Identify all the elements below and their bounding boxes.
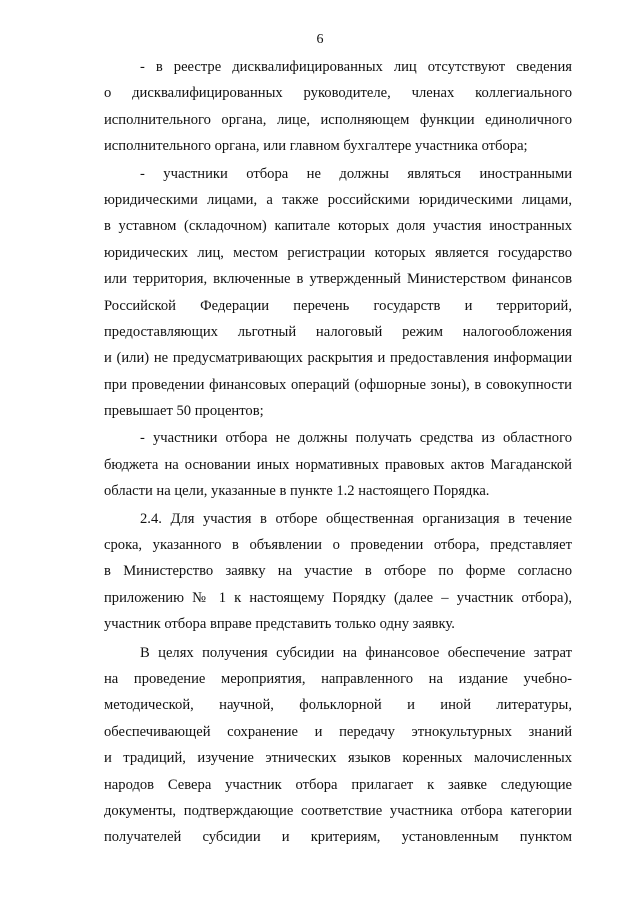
text-line: области на цели, указанные в пункте 1.2 настоящего Порядка. [104,483,490,500]
text-line: при проведении финансовых операций (офшорные зоны), в совокупности [104,376,572,393]
page-number: 6 [316,32,324,47]
paragraph-2-4 [104,506,572,638]
paragraph-regional-budget [104,425,572,504]
text-line: юридическими лицами, а также российскими юридическими лицами, [104,191,572,208]
text-line: обеспечивающей сохранение и передачу этнокультурных знаний [104,723,572,740]
text-line: народов Севера участник отбора прилагает к заявке следующие [104,776,572,793]
text-line: предоставляющих льготный налоговый режим налогообложения [104,323,572,340]
text-line: на проведение мероприятия, направленного на издание учебно- [104,670,572,687]
text-line: получателей субсидии и критериям, установленным пунктом [104,829,572,846]
paragraph-foreign-entities [104,161,572,425]
paragraph-disqualified-persons [104,54,572,160]
text-line: исполнительного органа, или главном бухгалтере участника отбора; [104,138,528,155]
text-line: в Министерство заявку на участие в отборе по форме согласно [104,563,572,580]
text-line: - участники отбора не должны получать средства из областного [140,430,572,447]
text-line: в уставном (складочном) капитале которых доля участия иностранных [104,218,572,235]
text-line: и (или) не предусматривающих раскрытия и предоставления информации [104,350,572,367]
text-line: бюджета на основании иных нормативных правовых актов Магаданской [104,456,572,473]
text-line: документы, подтверждающие соответствие участника отбора категории [104,802,572,819]
paragraph-subsidy-documents [104,640,572,851]
text-line: приложению № 1 к настоящему Порядку (далее – участник отбора), [104,589,572,606]
text-line: юридических лиц, местом регистрации которых является государство [104,244,572,261]
text-line: В целях получения субсидии на финансовое обеспечение затрат [140,644,572,661]
document-body [104,54,572,851]
text-line: срока, указанного в объявлении о проведении отбора, представляет [104,537,572,554]
text-line: о дисквалифицированных руководителе, членах коллегиального [104,85,572,102]
text-line: превышает 50 процентов; [104,403,264,420]
text-line: Российской Федерации перечень государств и территорий, [104,297,572,314]
text-line: 2.4. Для участия в отборе общественная организация в течение [140,510,572,527]
text-line: - участники отбора не должны являться иностранными [140,165,572,182]
text-line: исполнительного органа, лице, исполняющем функции единоличного [104,111,572,128]
text-line: и традиций, изучение этнических языков коренных малочисленных [104,750,572,767]
text-line: методической, научной, фольклорной и иной литературы, [104,697,572,714]
text-line: - в реестре дисквалифицированных лиц отсутствуют сведения [140,59,572,75]
text-line: или территория, включенные в утвержденный Министерством финансов [104,271,572,288]
text-line: участник отбора вправе представить только одну заявку. [104,616,455,633]
